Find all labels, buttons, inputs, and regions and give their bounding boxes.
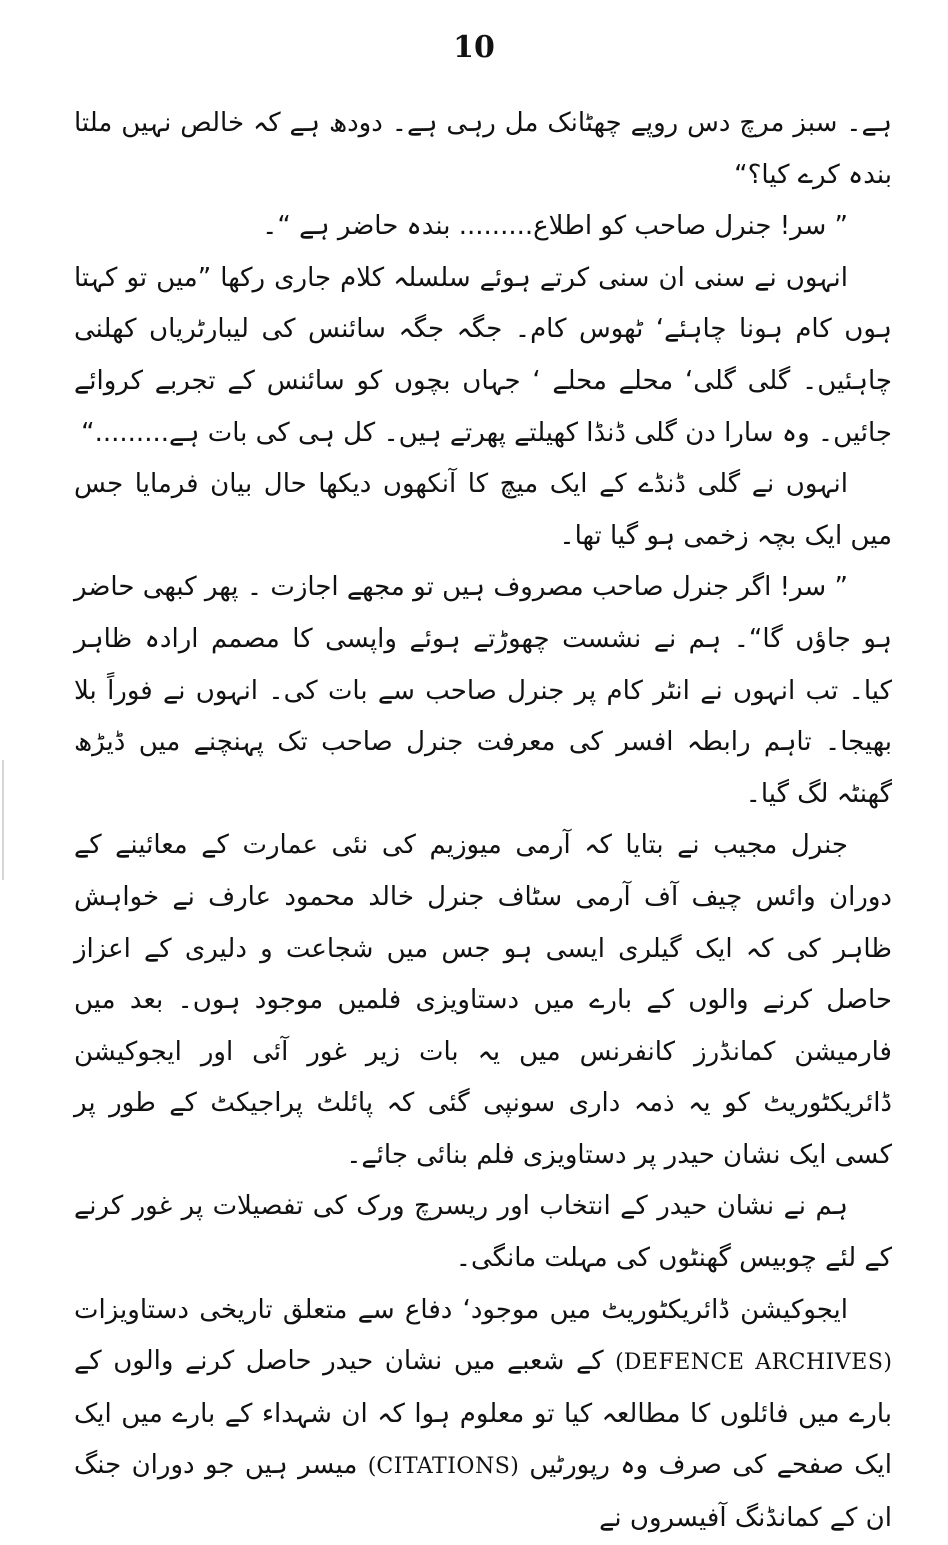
paragraph-text: انہوں نے گلی ڈنڈے کے ایک میچ کا آنکھوں دیکھا حال بیان فرمایا جس میں ایک بچہ زخمی ہو گیا تھا۔ <box>74 469 892 551</box>
paragraph <box>74 98 892 201</box>
paragraph <box>74 820 892 1181</box>
paragraph-text: کے شعبے میں نشان حیدر حاصل کرنے والوں کے بارے میں فائلوں کا مطالعہ کیا تو معلوم ہوا کہ ان شہداء کے بارے میں ایک ایک صفحے کی صرف وہ رپورٹیں <box>74 1346 892 1481</box>
paragraph-text: ہم نے نشان حیدر کے انتخاب اور ریسرچ ورک کی تفصیلات پر غور کرنے کے لئے چوبیس گھنٹوں کی مہلت مانگی۔ <box>74 1191 892 1274</box>
page-number: 10 <box>453 30 495 65</box>
paragraph-text: میسر ہیں جو دوران جنگ ان کے کمانڈنگ آفیسروں نے <box>74 1450 892 1534</box>
paragraph <box>74 1181 892 1284</box>
paragraph <box>74 459 892 562</box>
urdu-body-text <box>74 98 892 1545</box>
paragraph-text: انہوں نے سنی ان سنی کرتے ہوئے سلسلہ کلام جاری رکھا ”میں تو کہتا ہوں کام ہونا چاہئے‘ ٹھوس کام۔ جگہ جگہ سائنس کی لیبارٹریاں کھلنی چاہئیں۔ گلی گلی‘ محلے محلے ‘ جہاں بچوں کو سائنس کے تجربے کروائے جائیں۔ وہ سارا دن گلی ڈنڈا کھیلتے پھرتے ہیں۔ کل ہی کی بات ہے.........“ <box>74 262 892 448</box>
paragraph-text: جنرل مجیب نے بتایا کہ آرمی میوزیم کی نئی عمارت کے معائینے کے دوران وائس چیف آف آرمی سٹاف جنرل خالد محمود عارف نے خواہش ظاہر کی کہ ایک گیلری ایسی ہو جس میں شجاعت و دلیری کے اعزاز حاصل کرنے والوں کے بارے میں دستاویزی فلمیں موجود ہوں۔ بعد میں فارمیشن کمانڈرز کانفرنس میں یہ بات زیر غور آئی اور ایجوکیشن ڈائریکٹوریٹ کو یہ ذمہ داری سونپی گئی کہ پائلٹ پراجیکٹ کے طور پر کسی ایک نشان حیدر پر دستاویزی فلم بنائی جائے۔ <box>74 830 892 1170</box>
paragraph <box>74 201 892 253</box>
paragraph <box>74 562 892 820</box>
paragraph-text: ایجوکیشن ڈائریکٹوریٹ میں موجود‘ دفاع سے متعلق تاریخی دستاویزات <box>74 1294 848 1325</box>
paragraph <box>74 1285 892 1545</box>
paragraph-text: ہے۔ سبز مرچ دس روپے چھٹانک مل رہی ہے۔ دودھ ہے کہ خالص نہیں ملتا بندہ کرے کیا؟“ <box>74 108 892 190</box>
english-term: (DEFENCE ARCHIVES) <box>615 1350 892 1376</box>
english-term: (CITATIONS) <box>367 1454 519 1480</box>
scan-edge-mark <box>2 760 4 880</box>
paragraph-text: ” سر! جنرل صاحب کو اطلاع......... بندہ حاضر ہے “۔ <box>262 211 848 242</box>
paragraph-text: ” سر! اگر جنرل صاحب مصروف ہیں تو مجھے اجازت ۔ پھر کبھی حاضر ہو جاؤں گا“۔ ہم نے نشست چھوڑتے ہوئے واپسی کا مصمم ارادہ ظاہر کیا۔ تب انہوں نے انٹر کام پر جنرل صاحب سے بات کی۔ انہوں نے فوراً بلا بھیجا۔ تاہم رابطہ افسر کی معرفت جنرل صاحب تک پہنچنے میں ڈیڑھ گھنٹہ لگ گیا۔ <box>74 572 892 809</box>
paragraph <box>74 253 892 459</box>
